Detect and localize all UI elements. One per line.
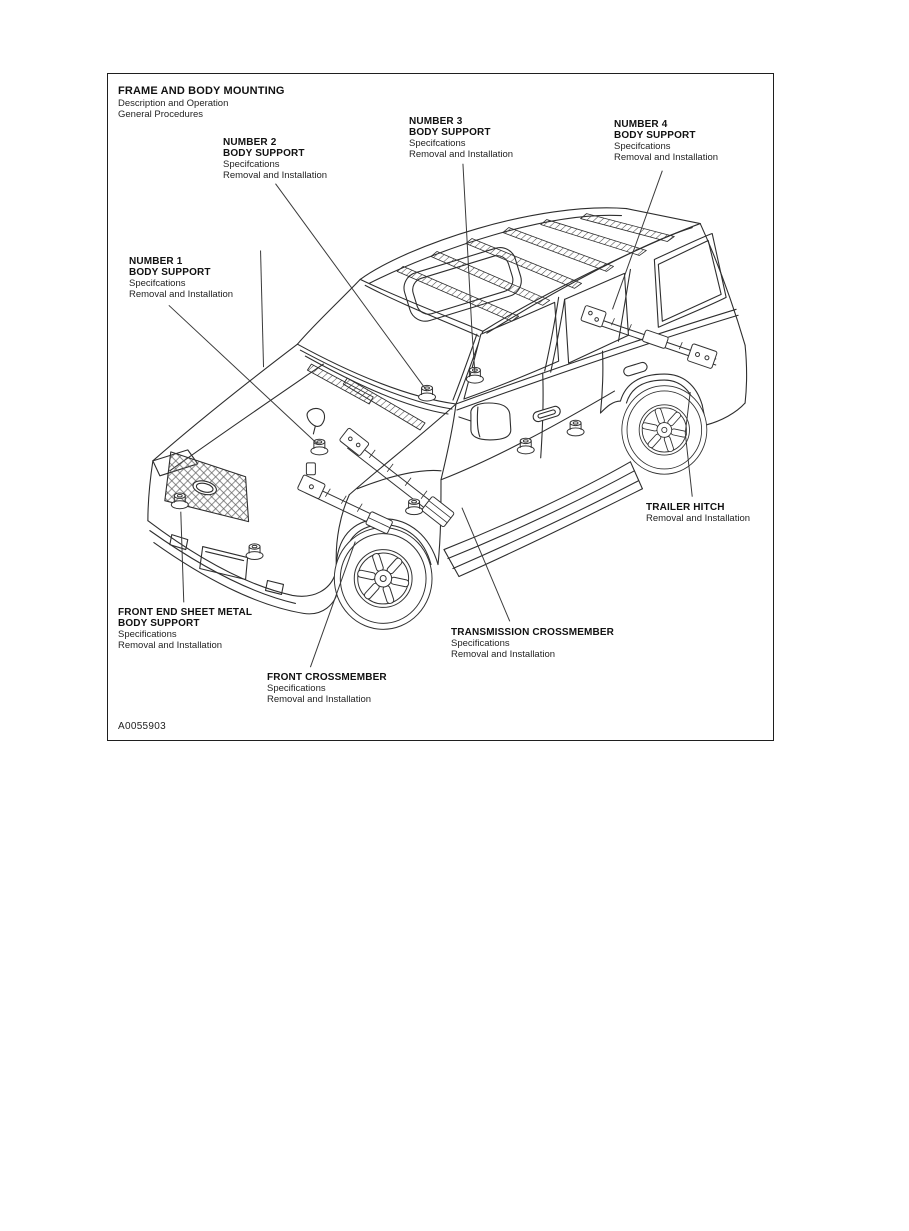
figure-title: FRAME AND BODY MOUNTING (118, 85, 285, 97)
callout-title: BODY SUPPORT (614, 130, 696, 141)
bushing-number2-icon (419, 385, 436, 401)
callout-sub: Specifications (451, 638, 510, 649)
callout-sub: Specifcations (409, 138, 466, 149)
bushing-crossmember-icon (406, 499, 423, 515)
bushing-door-rear-icon (567, 420, 584, 436)
callout-title: BODY SUPPORT (223, 148, 305, 159)
callout-sub: Removal and Installation (409, 149, 514, 161)
callout-title: TRANSMISSION CROSSMEMBER (451, 627, 615, 638)
callout-sub: Specifications (118, 629, 177, 640)
callout-sub: Removal and Installation (614, 152, 719, 164)
callout-number-4-body-support (614, 119, 718, 163)
callout-title: NUMBER 1 (129, 256, 183, 267)
callout-title: TRAILER HITCH (646, 502, 725, 513)
callout-sub: Specifcations (614, 141, 671, 152)
bushing-front-end-icon (171, 493, 188, 509)
callout-number-2-body-support (223, 137, 327, 181)
bushing-door-front-icon (517, 438, 534, 454)
callout-sub: Specifications (267, 683, 326, 694)
leader-number4 (612, 171, 662, 310)
callout-front-end-sheet-metal (118, 607, 252, 651)
callout-title: NUMBER 4 (614, 119, 668, 130)
leader-front-end (181, 512, 184, 603)
bushing-bumper-icon (246, 544, 263, 560)
front-crossmember-part (297, 463, 393, 534)
callout-title: NUMBER 3 (409, 116, 463, 127)
callout-sub: Specifcations (223, 159, 280, 170)
callout-sub: Removal and Installation (118, 640, 223, 652)
callout-title: FRONT END SHEET METAL (118, 607, 253, 618)
figure-id: A0055903 (118, 721, 167, 732)
leader-number1 (169, 305, 318, 444)
diagram-panel (107, 73, 774, 741)
front-wheel (334, 528, 432, 630)
rear-wheel (622, 386, 707, 474)
callout-number-3-body-support (409, 116, 513, 160)
bushing-number1-icon (311, 439, 328, 455)
callout-transmission-crossmember (451, 627, 614, 660)
callout-sub: Removal and Installation (129, 289, 234, 301)
callout-sub: Removal and Installation (223, 170, 328, 182)
roof-rack-slats (397, 214, 674, 322)
callout-front-crossmember (267, 672, 387, 705)
figure-title-block (118, 85, 285, 120)
callout-sub: Removal and Installation (646, 513, 751, 524)
callout-title: BODY SUPPORT (118, 618, 200, 629)
callout-sub: Removal and Installation (267, 694, 372, 706)
callout-title: FRONT CROSSMEMBER (267, 672, 387, 683)
transmission-crossmember-part (339, 428, 454, 528)
callout-number-1-body-support (129, 256, 233, 300)
callout-title: BODY SUPPORT (129, 267, 211, 278)
callout-title: NUMBER 2 (223, 137, 277, 148)
callout-sub: Specifcations (129, 278, 186, 289)
figure-subtitle-2: General Procedures (118, 108, 204, 120)
figure-subtitle-1: Description and Operation (118, 97, 229, 109)
callout-sub: Removal and Installation (451, 649, 556, 661)
leader-fender (261, 250, 264, 367)
callout-trailer-hitch (646, 502, 750, 524)
callout-title: BODY SUPPORT (409, 127, 491, 138)
